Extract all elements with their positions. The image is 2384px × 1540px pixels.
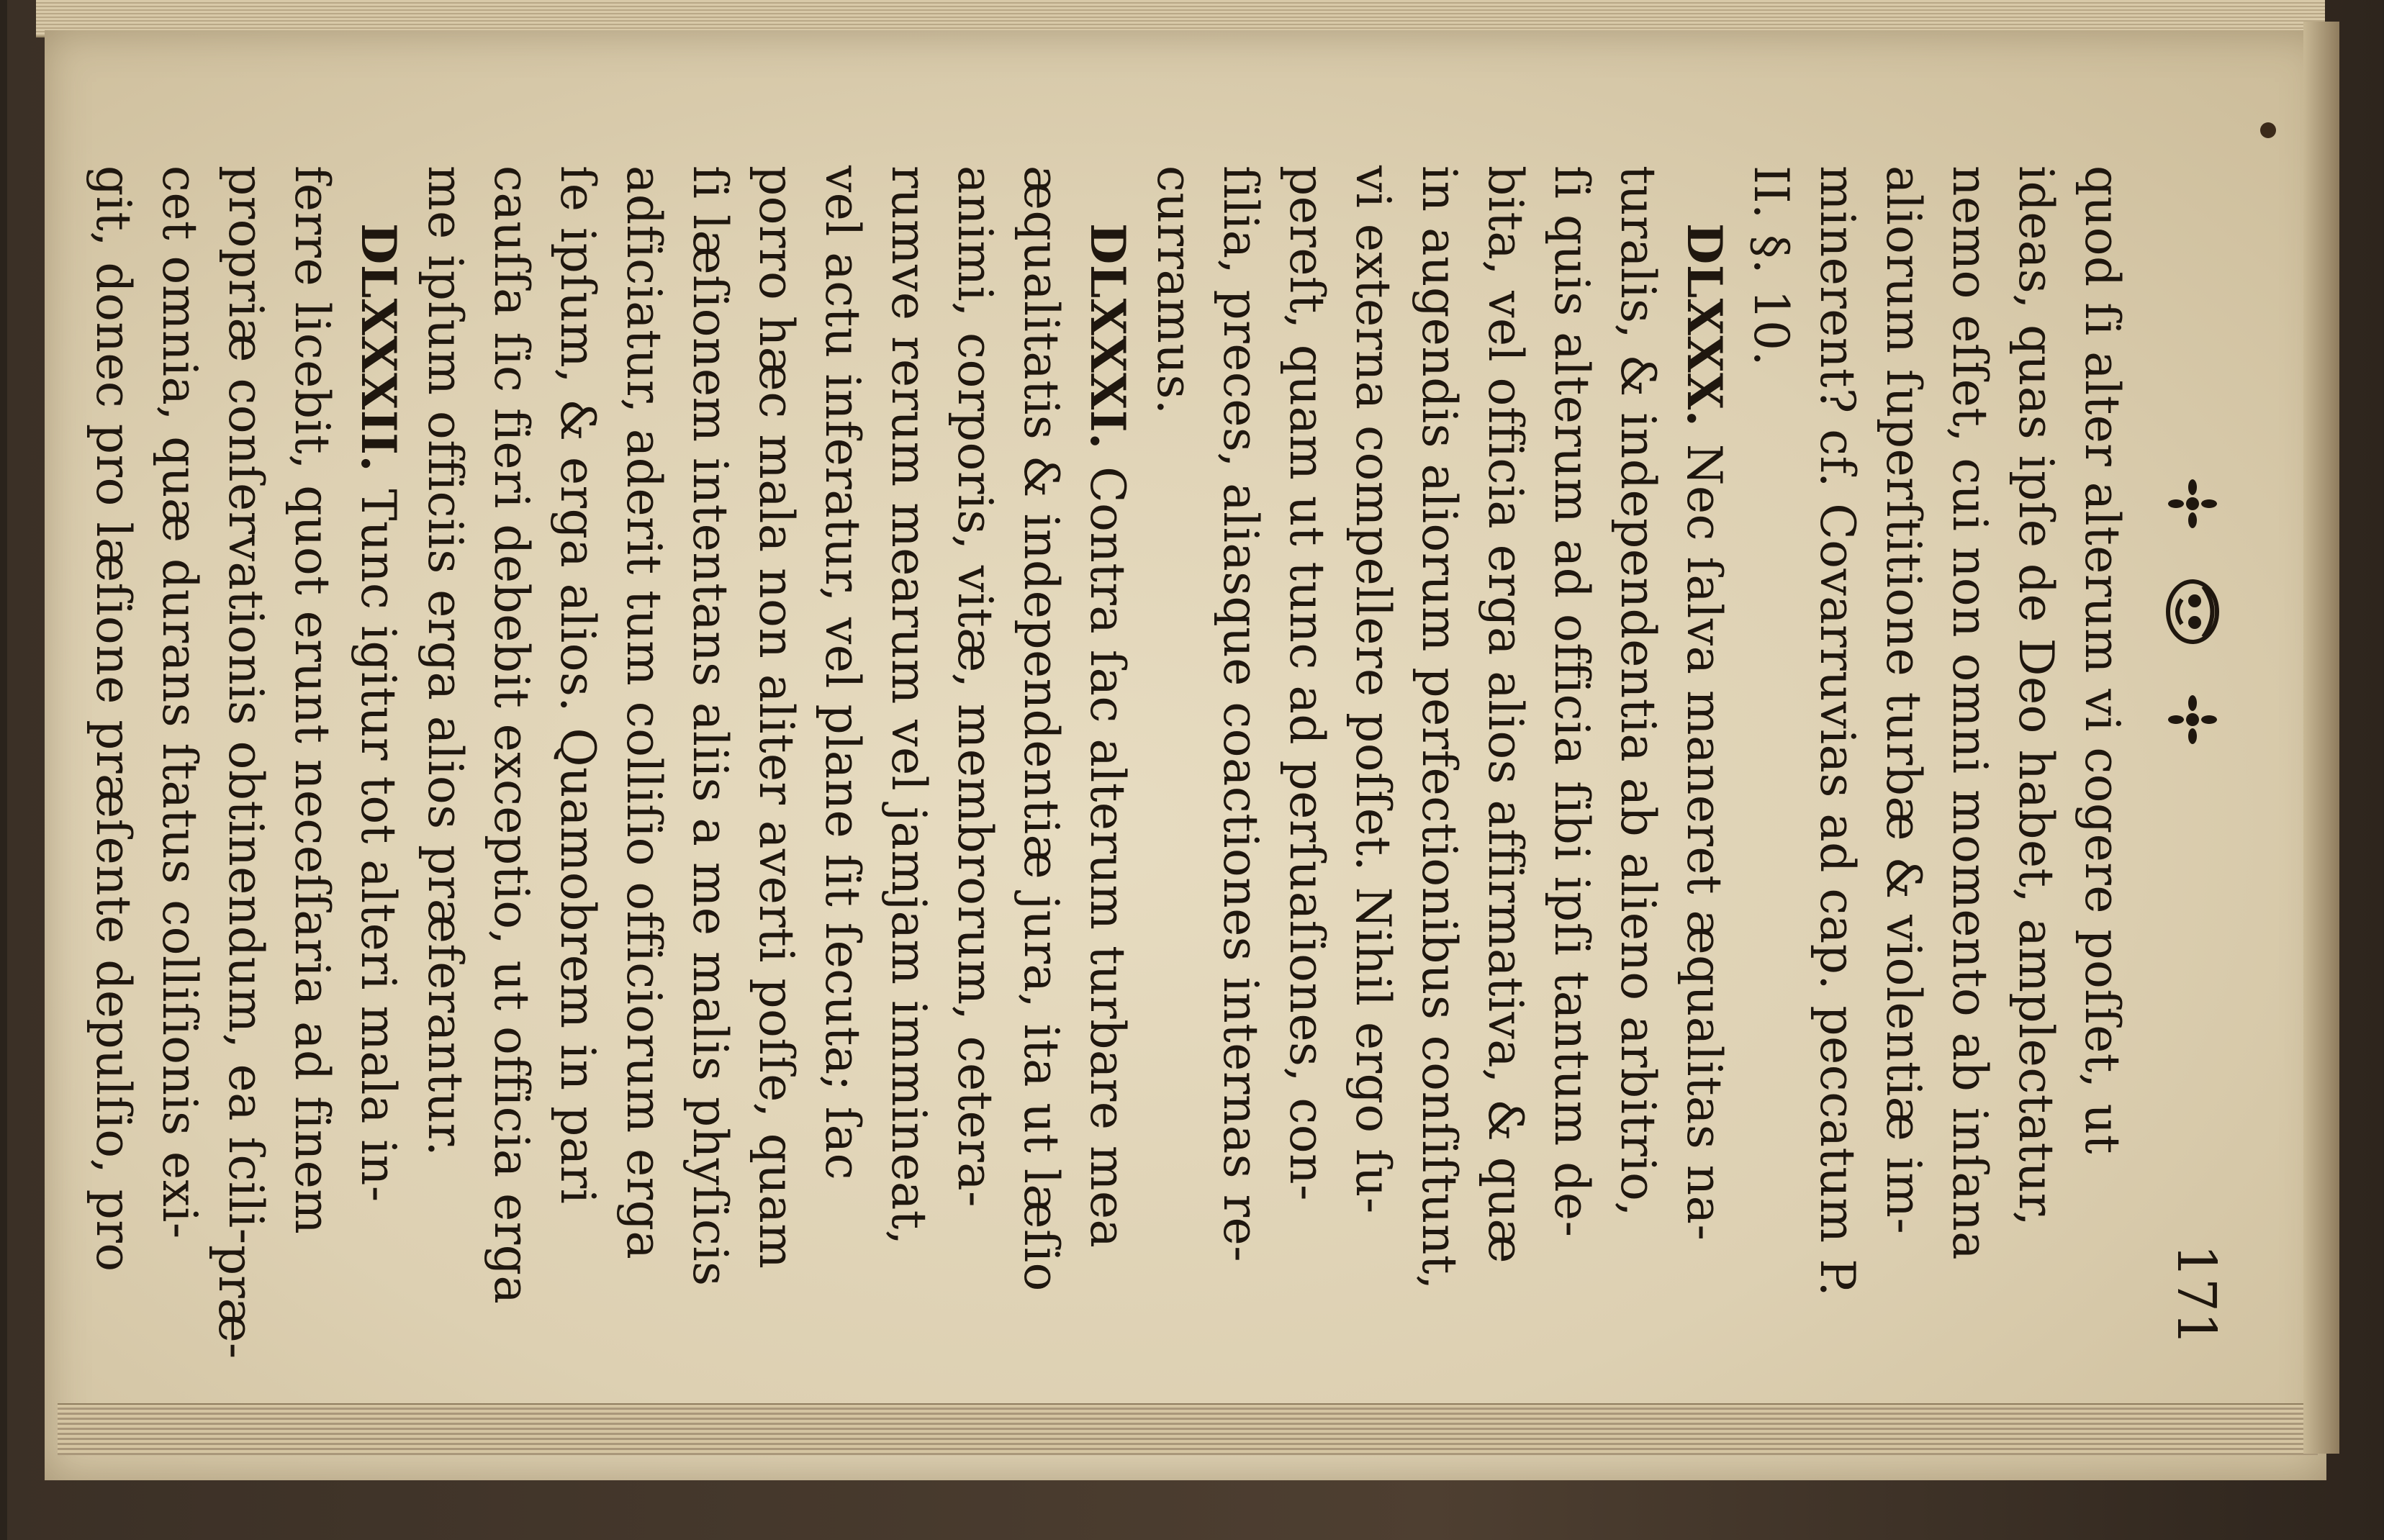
paragraph-number: DLXXXII. — [351, 223, 407, 489]
line-text: ferre licebit, quot erunt neceſſaria ad finem — [284, 166, 340, 1235]
text-line — [80, 166, 146, 1346]
fleuron-icon — [2167, 694, 2218, 745]
page-number: 171 — [2165, 1244, 2227, 1346]
text-line — [478, 166, 544, 1346]
text-line — [345, 166, 412, 1346]
text-line — [743, 166, 809, 1346]
paragraph — [80, 166, 412, 1346]
line-text: cet omnia, quæ durans ſtatus colliſionis exi- — [152, 166, 207, 1239]
paragraph — [1141, 166, 1738, 1346]
line-text: Nec ſalva maneret æqualitas na- — [1676, 443, 1732, 1241]
text-line — [1671, 166, 1738, 1346]
line-text: æqualitatis & independentiæ jura, ita ut læſio — [1013, 166, 1069, 1292]
text-line — [1141, 166, 1207, 1346]
paragraph — [412, 166, 1141, 1346]
line-text: turalis, & independentia ab alieno arbitrio, — [1610, 166, 1666, 1217]
line-text: adficiatur, aderit tum colliſio officiorum erga — [616, 166, 672, 1260]
line-text: Contra ſac alterum turbare mea — [1080, 466, 1135, 1249]
paragraph-number: DLXXXI. — [1080, 223, 1136, 467]
line-text: rumve rerum mearum vel jamjam immineat, — [881, 166, 936, 1246]
line-text: II. §. 10. — [1743, 166, 1799, 367]
text-line — [1738, 166, 1804, 1346]
text-line — [1074, 166, 1141, 1346]
text-line — [2003, 166, 2069, 1346]
ink-spot — [2260, 122, 2276, 138]
text-line — [1207, 166, 1273, 1346]
text-line — [412, 166, 478, 1346]
line-text: Tunc igitur tot alteri mala in- — [351, 489, 406, 1202]
paragraph-number: DLXXX. — [1676, 223, 1733, 444]
page-header — [2149, 166, 2236, 1346]
paragraph — [1738, 166, 2135, 1346]
text-line — [1604, 166, 1671, 1346]
text-line — [146, 166, 212, 1346]
line-text: cauſſa ſic fieri debebit exceptio, ut officia erga — [484, 166, 539, 1305]
fleuron-icon — [2167, 479, 2218, 529]
catchword: præ- — [208, 1245, 263, 1359]
line-text: ſi quis alterum ad officia ſibi ipſi tantum de- — [1544, 166, 1599, 1238]
text-line — [544, 166, 610, 1346]
text-line — [212, 166, 279, 1346]
line-text: ideas, quas ipſe de Deo habet, amplectatur, — [2008, 166, 2064, 1226]
line-text: ſi læſionem intentans aliis a me malis phyſicis — [682, 166, 738, 1287]
text-line — [1008, 166, 1074, 1346]
page-edge-right — [2303, 22, 2339, 1454]
text-line — [1870, 166, 1936, 1346]
line-text: in augendis aliorum perfectionibus conſiſtunt, — [1412, 166, 1467, 1290]
text-line — [2069, 166, 2135, 1346]
line-text: aliorum ſuperſtitione turbæ & violentiæ im- — [1876, 166, 1931, 1235]
line-text: porro hæc mala non aliter averti poſſe, quam — [749, 166, 804, 1269]
body-text — [80, 166, 2135, 1346]
text-line — [1340, 166, 1406, 1346]
line-text: vi externa compellere poſſet. Nihil ergo ſu- — [1345, 166, 1401, 1214]
face-ornament-icon — [2160, 572, 2225, 651]
line-text: minerent? cf. Covarruvias ad cap. peccatum P. — [1810, 166, 1865, 1297]
line-text: bita, vel officia erga alios affirmativa, & quæ — [1478, 166, 1533, 1264]
line-text: curramus. — [1147, 166, 1202, 415]
text-line — [875, 166, 942, 1346]
rotated-text-frame — [86, 122, 2236, 1418]
line-text: propriæ conſervationis obtinendum, ea ſcili- — [218, 166, 274, 1245]
text-line — [1472, 166, 1538, 1346]
line-text: me ipſum officiis erga alios præferantur. — [417, 166, 473, 1157]
text-line — [1538, 166, 1604, 1346]
line-text: ſilia, preces, aliasque coactiones internas re- — [1213, 166, 1268, 1263]
line-text: nemo eſſet, cui non omni momento ab inſana — [1942, 166, 1997, 1261]
text-line — [1273, 166, 1340, 1346]
header-ornament — [2149, 166, 2236, 1058]
line-text: ſe ipſum, & erga alios. Quamobrem in pari — [550, 166, 605, 1205]
text-line — [279, 166, 345, 1346]
text-line — [610, 166, 677, 1346]
text-line — [1936, 166, 2003, 1346]
line-text: git, donec pro læſione præſente depulſio, pro — [86, 166, 141, 1272]
text-line — [942, 166, 1008, 1346]
text-line — [1804, 166, 1870, 1346]
text-line — [1406, 166, 1472, 1346]
line-text: quod ſi alter alterum vi cogere poſſet, ut — [2074, 166, 2130, 1154]
line-text: pereſt, quam ut tunc ad perſuaſiones, con- — [1279, 166, 1335, 1201]
line-text: animi, corporis, vitæ, membrorum, cetera- — [947, 166, 1003, 1208]
text-line — [809, 166, 875, 1346]
line-text: vel actu inferatur, vel plane ſit ſecuta; ſac — [815, 166, 870, 1181]
text-line — [677, 166, 743, 1346]
